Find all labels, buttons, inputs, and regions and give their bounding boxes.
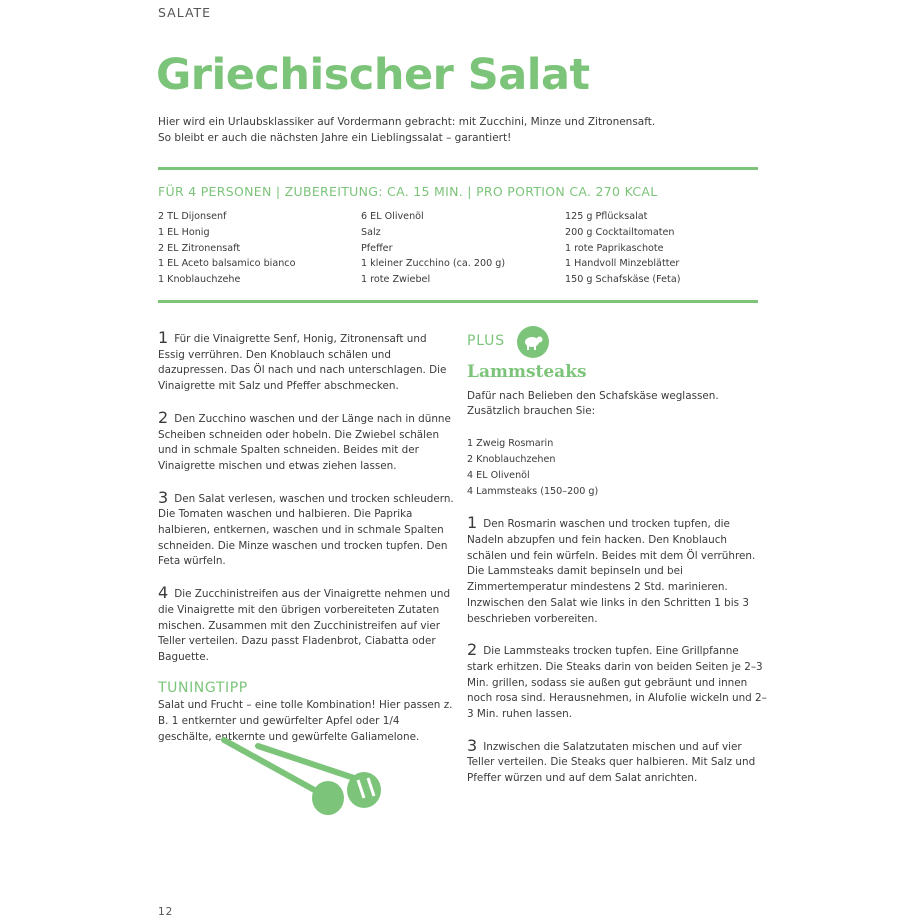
step-text: Für die Vinaigrette Senf, Honig, Zitronensaft und Essig verrühren. Den Knoblauch schälen und dazupressen. Das Öl nach und nach unterschlagen. Die Vinaigrette mit Salz und Pfeffer abschmecken. [158,333,447,393]
recipe-title: Griechischer Salat [156,50,590,100]
ingredient-item: Pfeffer [361,242,393,254]
ingredient-item: 2 Knoblauchzehen [467,453,556,465]
ingredient-item: 1 Handvoll Minzeblätter [565,258,680,270]
step [158,330,454,395]
ingredient-item: 1 EL Aceto balsamico bianco [158,258,296,270]
ingredients-column-1 [158,209,295,288]
ingredients-column-2 [361,209,505,288]
step-text: Die Lammsteaks trocken tupfen. Eine Grillpfanne stark erhitzen. Die Steaks darin von beiden Seiten je 2–3 Min. grillen, sodass sie außen gut gebräunt und innen noch rosa sind. Herausnehmen, in Alufolie wickeln und 2–3 Min. ruhen lassen. [467,645,767,721]
intro-line-1: Hier wird ein Urlaubsklassiker auf Vordermann gebracht: mit Zucchini, Minze und Zitronensaft. [158,116,656,128]
step-number: 4 [158,583,169,603]
ingredient-item: 1 rote Paprikaschote [565,242,664,254]
ingredient-item: Salz [361,226,381,238]
salad-servers-illustration [218,732,388,822]
recipe-meta: FÜR 4 PERSONEN | ZUBEREITUNG: CA. 15 MIN. | PRO PORTION CA. 270 KCAL [158,184,658,199]
step [158,585,454,666]
ingredients-column-3 [565,209,680,288]
ingredient-item: 1 Knoblauchzehe [158,274,241,286]
step-text: Die Zucchinistreifen aus der Vinaigrette nehmen und die Vinaigrette mit den übrigen vorbereiteten Zutaten mischen. Zusammen mit den Zucchinistreifen auf vier Teller verteilen. Dazu passt Fladenbrot, Ciabatta oder Baguette. [158,588,451,663]
step-number: 1 [158,328,169,347]
page-number: 12 [158,906,174,918]
instructions-column [158,330,454,745]
ingredient-item: 4 Lammsteaks (150–200 g) [467,485,599,497]
intro-line-2: So bleibt er auch die nächsten Jahre ein Lieblingssalat – garantiert! [158,132,512,144]
ingredient-item: 4 EL Olivenöl [467,469,530,481]
step-text: Den Salat verlesen, waschen und trocken schleudern. Die Tomaten waschen und halbieren. Die Paprika halbieren, entkernen, waschen und in schmale Spalten schneiden. Die Minze waschen und trocken tupfen. Den Feta würfeln. [158,492,454,568]
plus-ingredients [467,436,767,499]
ingredient-item: 2 EL Zitronensaft [158,242,241,254]
step [467,642,767,723]
plus-column [467,325,767,802]
top-divider [158,167,758,170]
ingredient-item: 6 EL Olivenöl [361,211,424,222]
tip-heading: TUNINGTIPP [158,679,248,696]
step [158,407,454,475]
ingredient-item: 125 g Pflücksalat [565,211,648,222]
ingredient-item: 2 TL Dijonsenf [158,211,227,222]
ingredient-item: 150 g Schafskäse (Feta) [565,274,681,286]
step-number: 1 [467,513,478,533]
plus-header [467,325,767,359]
step [467,515,767,627]
bottom-divider [158,300,758,303]
step-text: Den Rosmarin waschen und trocken tupfen, die Nadeln abzupfen und fein hacken. Den Knoblauch schälen und fein würfeln. Beides mit dem Öl verrühren. Die Lammsteaks damit bepinseln und bei Zimmertemperatur mindestens 2 Std. marinieren. Inzwischen den Salat wie links in den Schritten 1 bis 3 beschrieben vorbereiten. [467,518,756,625]
ingredient-item: 1 rote Zwiebel [361,274,431,286]
section-label: SALATE [158,5,212,20]
step [467,735,767,787]
step-number: 2 [158,407,169,427]
ingredient-item: 1 EL Honig [158,226,210,238]
step [158,487,454,571]
step-text: Den Zucchino waschen und der Länge nach in dünne Scheiben schneiden oder hobeln. Die Zwiebel schälen und in schmale Spalten schneiden. Beides mit der Vinaigrette mischen und etwas ziehen lassen. [158,412,451,472]
recipe-intro [158,114,718,146]
tip-text: Salat und Frucht – eine tolle Kombination! Hier passen z. B. 1 entkernter und gewürfelter Apfel oder 1/4 geschälte, entkernte und gewürfelte Galiamelone. [158,699,453,743]
step-number: 3 [467,735,478,755]
plus-intro: Dafür nach Belieben den Schafskäse weglassen. Zusätzlich brauchen Sie: [467,389,719,418]
step-number: 2 [467,640,478,660]
step-text: Inzwischen die Salatzutaten mischen und auf vier Teller verteilen. Die Steaks quer halbieren. Mit Salz und Pfeffer würzen und auf dem Salat anrichten. [467,740,756,785]
plus-title: Lammsteaks [467,362,587,382]
lamb-icon [517,326,549,358]
salad-spoon [224,740,344,815]
step-number: 3 [158,487,169,507]
ingredient-item: 1 Zweig Rosmarin [467,438,554,450]
plus-label: PLUS [467,333,505,350]
ingredient-item: 1 kleiner Zucchino (ca. 200 g) [361,258,506,270]
ingredient-item: 200 g Cocktailtomaten [565,226,675,238]
